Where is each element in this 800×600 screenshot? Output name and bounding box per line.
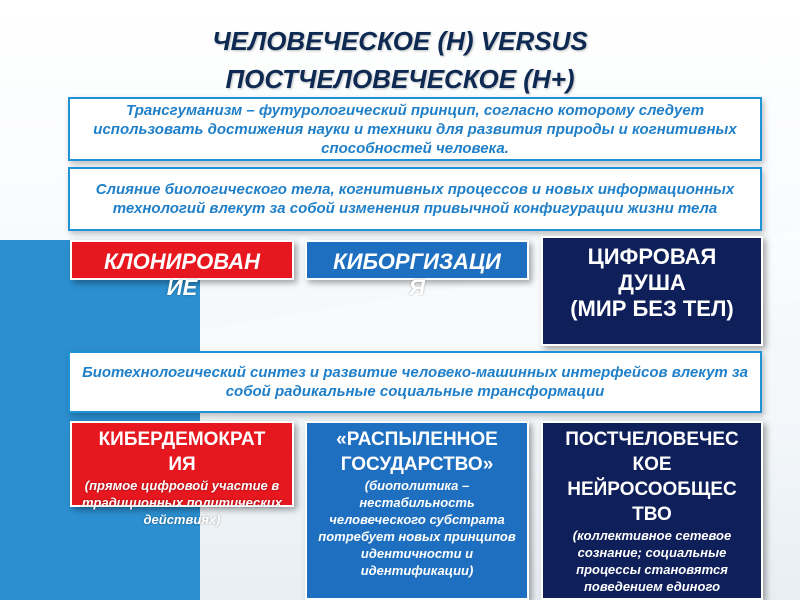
cyberdemocracy-title — [72, 423, 292, 477]
transhumanism-definition-text: Трансгуманизм – футурологический принцип, согласно которому следует использовать достижения науки и техники для развития природы и когнитивных способностей человека. — [93, 101, 737, 157]
neuro-community-title — [543, 423, 761, 527]
cyberdemocracy-description: (прямое цифровой участие в традиционных политических действиях) — [81, 478, 282, 527]
neuro-community-title-line-2: КОЕ — [632, 454, 672, 475]
transhumanism-definition-box — [68, 97, 762, 161]
neuro-community-card — [541, 421, 763, 600]
slide-title — [90, 22, 710, 98]
dispersed-state-title-line-1: «РАСПЫЛЕННОЕ — [336, 429, 498, 450]
neuro-community-title-line-4: ТВО — [632, 504, 672, 525]
cyberdemocracy-title-line-2: ИЯ — [168, 454, 196, 475]
biotech-synthesis-box — [68, 351, 762, 413]
digital-soul-tag — [541, 236, 763, 346]
cyborgization-tag — [305, 240, 529, 300]
neuro-community-description: (коллективное сетевое сознание; социальные процессы становятся поведением единого — [572, 528, 732, 594]
cyberdemocracy-card — [70, 421, 294, 527]
cloning-label-line-2: ИЕ — [166, 275, 198, 300]
title-line-2: ПОСТЧЕЛОВЕЧЕСКОЕ (H+) — [225, 64, 575, 94]
body-fusion-box — [68, 167, 762, 231]
body-fusion-text: Слияние биологического тела, когнитивных процессов и новых информационных технологий влекут за собой изменения привычной конфигурации жизни тела — [95, 181, 735, 217]
digital-soul-line-2: ДУША — [618, 270, 686, 295]
cloning-tag — [70, 240, 294, 300]
cloning-label-line-1: КЛОНИРОВАН — [103, 249, 261, 274]
dispersed-state-card — [305, 421, 529, 600]
digital-soul-line-1: ЦИФРОВАЯ — [587, 244, 717, 269]
title-line-1: ЧЕЛОВЕЧЕСКОЕ (H) VERSUS — [212, 26, 588, 56]
dispersed-state-title-line-2: ГОСУДАРСТВО» — [340, 454, 494, 475]
digital-soul-line-3: (МИР БЕЗ ТЕЛ) — [570, 296, 734, 321]
cyberdemocracy-title-line-1: КИБЕРДЕМОКРАТ — [98, 429, 266, 450]
neuro-community-title-line-3: НЕЙРОСООБЩЕС — [567, 479, 737, 500]
neuro-community-title-line-1: ПОСТЧЕЛОВЕЧЕС — [565, 429, 739, 450]
dispersed-state-description: (биополитика – нестабильность человеческого субстрата потребует новых принципов идентичности и идентификации) — [318, 478, 516, 578]
cyborgization-label-line-2: Я — [408, 275, 426, 300]
biotech-synthesis-text: Биотехнологический синтез и развитие человеко-машинных интерфейсов влекут за собой радикальные социальные трансформации — [82, 364, 748, 400]
cyborgization-label-line-1: КИБОРГИЗАЦИ — [333, 249, 501, 274]
dispersed-state-title — [307, 423, 527, 477]
